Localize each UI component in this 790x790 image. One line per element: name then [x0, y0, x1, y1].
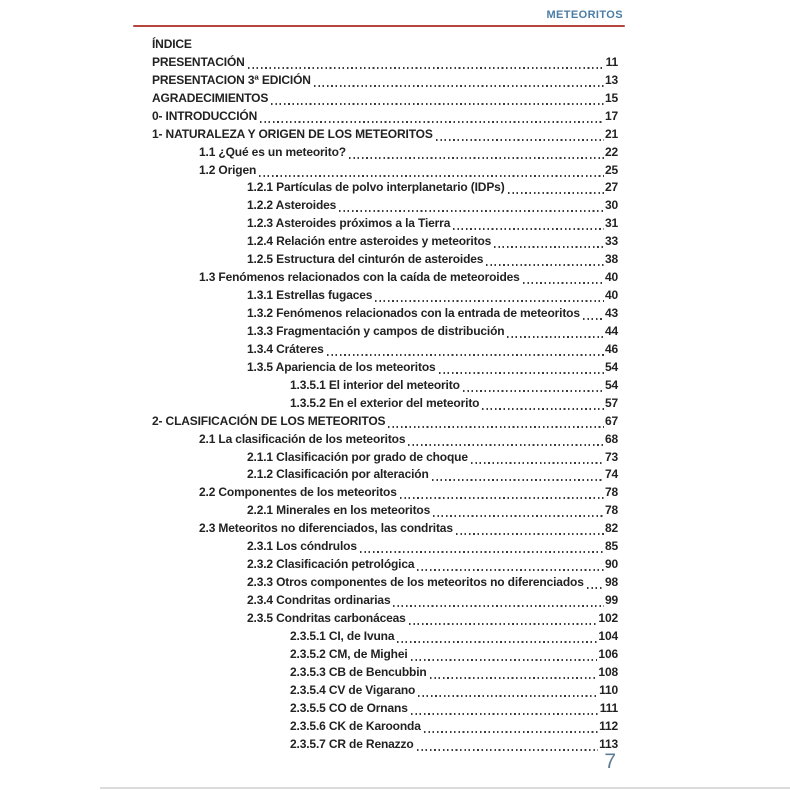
toc-entry-page: 98	[604, 575, 618, 590]
page-scan-edge	[100, 787, 790, 789]
toc-entry	[152, 431, 618, 449]
toc-leader-dots	[430, 677, 598, 679]
toc-entry	[152, 484, 618, 502]
toc-entry-label: 2.3.5.5 CO de Ornans	[290, 700, 408, 715]
toc-entry-label: 0- INTRODUCCIÓN	[152, 108, 258, 123]
toc-entry-page: 73	[604, 449, 618, 464]
running-header-title: METEORITOS	[546, 9, 623, 21]
toc-entry	[152, 413, 618, 431]
toc-leader-dots	[248, 67, 605, 69]
toc-entry-label: 1.3.5 Apariencia de los meteoritos	[247, 359, 436, 374]
toc-entry	[152, 233, 618, 251]
toc-entry	[152, 341, 618, 359]
toc-entry-label: 1.3.4 Cráteres	[247, 341, 324, 356]
toc-entry-page: 67	[604, 413, 618, 428]
toc-entry	[152, 646, 618, 664]
toc-entry	[152, 36, 618, 54]
toc-entry-page: 30	[604, 198, 618, 213]
toc-entry	[152, 215, 618, 233]
toc-leader-dots	[408, 444, 604, 446]
toc-entry-page: 38	[604, 252, 618, 267]
toc-entry	[152, 592, 618, 610]
toc-entry-page: 113	[599, 736, 618, 751]
toc-entry	[152, 502, 618, 520]
toc-entry	[152, 449, 618, 467]
toc-entry-label: 1.3.1 Estrellas fugaces	[247, 288, 373, 303]
toc-entry-label: 1.2.2 Asteroides	[247, 198, 337, 213]
toc-entry-label: 2.3.5.2 CM, de Mighei	[290, 646, 408, 661]
toc-leader-dots	[494, 246, 604, 248]
toc-entry-page: 106	[598, 646, 618, 661]
toc-leader-dots	[463, 390, 604, 392]
toc-entry-page: 21	[604, 126, 618, 141]
toc-entry-label: AGRADECIMIENTOS	[152, 90, 269, 105]
toc-leader-dots	[433, 515, 604, 517]
toc-leader-dots	[314, 85, 604, 87]
toc-entry	[152, 377, 618, 395]
toc-entry	[152, 682, 618, 700]
toc-entry-label: 2.3.5.3 CB de Bencubbin	[290, 664, 427, 679]
toc-entry-page: 44	[604, 323, 618, 338]
toc-leader-dots	[507, 336, 603, 338]
toc-leader-dots	[523, 282, 604, 284]
toc-entry-page: 68	[604, 431, 618, 446]
toc-entry	[152, 556, 618, 574]
toc-entry-label: 1.3.2 Fenómenos relacionados con la entrada de meteoritos	[247, 306, 580, 321]
toc-entry-page: 85	[604, 539, 618, 554]
toc-entry-label: 2.3.5.6 CK de Karoonda	[290, 718, 421, 733]
toc-entry-label: 2.3.4 Condritas ordinarias	[247, 593, 391, 608]
toc-entry	[152, 664, 618, 682]
toc-entry-page: 33	[604, 234, 618, 249]
toc-entry-label: 2.3.5.1 CI, de Ivuna	[290, 628, 395, 643]
toc-entry-page: 110	[599, 682, 618, 697]
toc-entry-label: 2.1.2 Clasificación por alteración	[247, 467, 429, 482]
toc-entry-page: 17	[604, 108, 618, 123]
toc-leader-dots	[424, 731, 598, 733]
toc-entry-label: 2.1.1 Clasificación por grado de choque	[247, 449, 468, 464]
toc-leader-dots	[411, 713, 599, 715]
toc-entry-label: 2.3.2 Clasificación petrológica	[247, 557, 415, 572]
toc-leader-dots	[409, 623, 598, 625]
toc-entry-page: 22	[604, 144, 618, 159]
toc-entry-label: PRESENTACION 3ª EDICIÓN	[152, 72, 311, 87]
toc-entry-label: 1.2.4 Relación entre asteroides y meteoritos	[247, 234, 492, 249]
toc-entry-page: 54	[604, 377, 618, 392]
toc-entry-label: 2.3 Meteoritos no diferenciados, las condritas	[199, 521, 453, 536]
toc-leader-dots	[587, 587, 604, 589]
toc-leader-dots	[349, 157, 604, 159]
toc-entry-page: 40	[604, 270, 618, 285]
toc-entry	[152, 395, 618, 413]
toc-entry-page: 57	[604, 395, 618, 410]
toc-leader-dots	[411, 659, 598, 661]
toc-entry-page: 46	[604, 341, 618, 356]
toc-leader-dots	[259, 175, 604, 177]
toc-entry	[152, 305, 618, 323]
toc-leader-dots	[508, 192, 604, 194]
toc-entry	[152, 90, 618, 108]
toc-entry	[152, 538, 618, 556]
toc-leader-dots	[432, 479, 604, 481]
toc-entry-label: 2.1 La clasificación de los meteoritos	[199, 431, 406, 446]
toc-entry	[152, 162, 618, 180]
toc-entry-label: 2.3.1 Los cóndrulos	[247, 539, 357, 554]
toc-list	[152, 36, 618, 754]
toc-leader-dots	[418, 695, 598, 697]
toc-leader-dots	[339, 210, 604, 212]
toc-entry	[152, 287, 618, 305]
header-rule-line	[133, 25, 625, 27]
toc-entry	[152, 628, 618, 646]
toc-leader-dots	[393, 605, 603, 607]
toc-entry-label: 1.3 Fenómenos relacionados con la caída de meteoroides	[199, 270, 520, 285]
toc-entry-page: 78	[604, 485, 618, 500]
toc-entry-page: 99	[604, 593, 618, 608]
toc-leader-dots	[375, 300, 604, 302]
toc-entry-label: 2- CLASIFICACIÓN DE LOS METEORITOS	[152, 413, 386, 428]
toc-entry-page: 78	[604, 503, 618, 518]
toc-entry-label: 1.2.1 Partículas de polvo interplanetario (IDPs)	[247, 180, 505, 195]
toc-entry-label: 1.3.5.1 El interior del meteorito	[290, 377, 460, 392]
toc-entry-label: 2.2 Componentes de los meteoritos	[199, 485, 397, 500]
toc-entry	[152, 736, 618, 754]
toc-entry	[152, 108, 618, 126]
footer-page-number: 7	[604, 750, 616, 773]
toc-entry	[152, 323, 618, 341]
toc-entry-page: 102	[598, 610, 618, 625]
toc-entry-label: 1.2.3 Asteroides próximos a la Tierra	[247, 216, 451, 231]
toc-entry-page: 74	[604, 467, 618, 482]
toc-leader-dots	[400, 497, 604, 499]
toc-leader-dots	[471, 462, 604, 464]
toc-entry-page: 40	[604, 288, 618, 303]
toc-entry-page: 13	[604, 72, 618, 87]
toc-leader-dots	[417, 569, 604, 571]
toc-entry-label: 1.2 Origen	[199, 162, 257, 177]
toc-entry-page: 112	[599, 718, 618, 733]
toc-entry-label: 1- NATURALEZA Y ORIGEN DE LOS METEORITOS	[152, 126, 433, 141]
toc-entry-label: 1.3.5.2 En el exterior del meteorito	[290, 395, 480, 410]
toc-entry-page: 27	[604, 180, 618, 195]
toc-entry-label: 2.3.5.7 CR de Renazzo	[290, 736, 414, 751]
toc-entry	[152, 718, 618, 736]
toc-entry-page: 43	[604, 306, 618, 321]
toc-leader-dots	[482, 408, 604, 410]
toc-leader-dots	[456, 533, 604, 535]
toc-entry-page: 108	[598, 664, 618, 679]
toc-entry	[152, 359, 618, 377]
toc-entry	[152, 144, 618, 162]
toc-leader-dots	[439, 372, 604, 374]
toc-entry-label: PRESENTACIÓN	[152, 54, 245, 69]
toc-entry	[152, 700, 618, 718]
toc-entry	[152, 610, 618, 628]
toc-entry-label: 2.3.5 Condritas carbonáceas	[247, 610, 406, 625]
toc-leader-dots	[417, 749, 599, 751]
toc-leader-dots	[397, 641, 597, 643]
toc-entry	[152, 180, 618, 198]
toc-entry	[152, 251, 618, 269]
toc-entry-label: 1.3.3 Fragmentación y campos de distribución	[247, 323, 505, 338]
toc-entry	[152, 520, 618, 538]
toc-entry-label: 2.3.5.4 CV de Vigarano	[290, 682, 416, 697]
toc-entry-page: 15	[604, 90, 618, 105]
toc-entry-page: 90	[604, 557, 618, 572]
toc-leader-dots	[271, 103, 604, 105]
toc-entry	[152, 197, 618, 215]
toc-entry-page: 11	[605, 54, 618, 69]
toc-entry-label: 1.1 ¿Qué es un meteorito?	[199, 144, 346, 159]
toc-entry	[152, 126, 618, 144]
toc-leader-dots	[436, 139, 604, 141]
toc-entry-label: ÍNDICE	[152, 36, 192, 51]
toc-entry-page: 111	[599, 700, 618, 715]
toc-entry-label: 2.3.3 Otros componentes de los meteoritos no diferenciados	[247, 575, 584, 590]
toc-entry-page: 31	[604, 216, 618, 231]
toc-leader-dots	[360, 551, 604, 553]
toc-leader-dots	[260, 121, 604, 123]
toc-leader-dots	[453, 228, 604, 230]
toc-leader-dots	[486, 264, 604, 266]
toc-entry	[152, 72, 618, 90]
toc-entry-page: 104	[598, 628, 618, 643]
toc-entry	[152, 467, 618, 485]
toc-entry-label: 2.2.1 Minerales en los meteoritos	[247, 503, 431, 518]
toc-entry-page: 25	[604, 162, 618, 177]
toc-entry	[152, 54, 618, 72]
toc-entry	[152, 574, 618, 592]
toc-entry	[152, 269, 618, 287]
toc-entry-page: 54	[604, 359, 618, 374]
toc-leader-dots	[388, 426, 604, 428]
toc-leader-dots	[327, 354, 604, 356]
toc-entry-label: 1.2.5 Estructura del cinturón de asteroides	[247, 252, 484, 267]
toc-leader-dots	[583, 318, 604, 320]
toc-entry-page: 82	[604, 521, 618, 536]
